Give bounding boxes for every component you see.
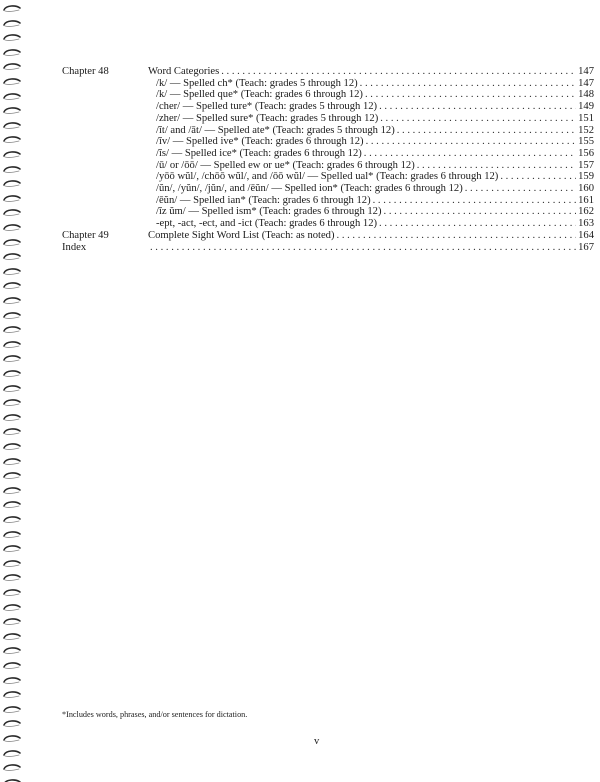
toc-entry-page: 159 — [578, 171, 594, 183]
spiral-coil — [2, 311, 22, 320]
spiral-coil — [2, 194, 22, 203]
spiral-coil — [2, 238, 22, 247]
toc-entry-title: -ept, -act, -ect, and -ict (Teach: grades 6 through 12) — [156, 218, 378, 230]
chapter-label: Index — [62, 241, 87, 253]
toc-entry-title: /ēŭn/ — Spelled ian* (Teach: grades 6 through 12) — [156, 194, 371, 206]
toc-entry-title: Complete Sight Word List (Teach: as noted) — [148, 229, 335, 241]
toc-entry-title: /ĭt/ and /āt/ — Spelled ate* (Teach: grades 5 through 12) — [156, 124, 395, 136]
toc-entry — [148, 125, 594, 137]
toc-entry-page: 160 — [578, 183, 594, 195]
spiral-coil — [2, 573, 22, 582]
spiral-coil — [2, 135, 22, 144]
spiral-coil — [2, 719, 22, 728]
spiral-coil — [2, 778, 22, 782]
spiral-coil — [2, 661, 22, 670]
table-of-contents — [62, 66, 594, 253]
toc-entry-title: /ŭn/, /yŭn/, /jŭn/, and /ēŭn/ — Spelled ion* (Teach: grades 6 through 12) — [156, 183, 463, 195]
spiral-coil — [2, 121, 22, 130]
toc-entry-title: /yōō wŭl/, /chōō wŭl/, and /ōō wŭl/ — Spelled ual* (Teach: grades 6 through 12) — [156, 171, 499, 183]
spiral-coil — [2, 690, 22, 699]
toc-entry — [148, 136, 594, 148]
spiral-coil — [2, 457, 22, 466]
spiral-coil — [2, 486, 22, 495]
page-number: v — [314, 736, 320, 747]
dot-leader — [364, 148, 576, 160]
toc-entry — [148, 230, 594, 242]
spiral-coil — [2, 705, 22, 714]
dot-leader — [221, 66, 576, 78]
toc-entry-page: 147 — [578, 66, 594, 77]
spiral-coil — [2, 398, 22, 407]
toc-entry-page: 163 — [578, 218, 594, 230]
spiral-coil — [2, 33, 22, 42]
spiral-coil — [2, 617, 22, 626]
spiral-coil — [2, 530, 22, 539]
spiral-coil — [2, 296, 22, 305]
spiral-coil — [2, 632, 22, 641]
toc-entry-title: /ĭv/ — Spelled ive* (Teach: grades 6 through 12) — [156, 136, 364, 148]
toc-entry-page: 167 — [578, 241, 594, 253]
dot-leader — [465, 183, 576, 195]
chapter-entries — [148, 66, 594, 230]
toc-entry-title: /k/ — Spelled ch* (Teach: grades 5 through 12) — [156, 77, 358, 89]
toc-entry — [148, 160, 594, 172]
toc-entry — [148, 183, 594, 195]
toc-entry-page: 147 — [578, 77, 594, 89]
spiral-coil — [2, 48, 22, 57]
spiral-coil — [2, 515, 22, 524]
spiral-coil — [2, 106, 22, 115]
toc-entry-page: 152 — [578, 124, 594, 136]
spiral-coil — [2, 588, 22, 597]
toc-entry — [148, 148, 594, 160]
toc-entry-title: /k/ — Spelled que* (Teach: grades 6 through 12) — [156, 89, 363, 101]
spiral-coil — [2, 384, 22, 393]
toc-entry-page: 156 — [578, 147, 594, 159]
spiral-coil — [2, 544, 22, 553]
dot-leader — [384, 206, 577, 218]
spiral-coil — [2, 413, 22, 422]
spiral-coil — [2, 471, 22, 480]
toc-entry-page: 157 — [578, 159, 594, 171]
spiral-coil — [2, 646, 22, 655]
dot-leader — [417, 160, 576, 172]
spiral-coil — [2, 208, 22, 217]
chapter-label: Chapter 49 — [62, 229, 109, 241]
spiral-coil — [2, 62, 22, 71]
spiral-coil — [2, 749, 22, 758]
spiral-coil — [2, 223, 22, 232]
chapter-label: Chapter 48 — [62, 66, 109, 77]
footnote: *Includes words, phrases, and/or sentences for dictation. — [62, 710, 248, 719]
toc-entry-page: 161 — [578, 194, 594, 206]
toc-entry-title: Word Categories — [148, 66, 220, 77]
spiral-coil — [2, 252, 22, 261]
spiral-coil — [2, 340, 22, 349]
spiral-coil — [2, 442, 22, 451]
dot-leader — [150, 242, 576, 254]
dot-leader — [360, 78, 576, 90]
spiral-coil — [2, 427, 22, 436]
spiral-coil — [2, 267, 22, 276]
spiral-coil — [2, 4, 22, 13]
toc-entry-page: 162 — [578, 206, 594, 218]
dot-leader — [500, 171, 576, 183]
toc-entry-page: 148 — [578, 89, 594, 101]
spiral-coil — [2, 19, 22, 28]
toc-entry — [148, 66, 594, 78]
spiral-coil — [2, 281, 22, 290]
toc-entry — [148, 206, 594, 218]
chapter-block — [62, 230, 594, 242]
spiral-coil — [2, 734, 22, 743]
spiral-coil — [2, 92, 22, 101]
toc-entry-title: /cher/ — Spelled ture* (Teach: grades 5 through 12) — [156, 101, 378, 113]
spiral-coil — [2, 369, 22, 378]
dot-leader — [365, 89, 576, 101]
spiral-coil — [2, 559, 22, 568]
spiral-coil — [2, 500, 22, 509]
toc-entry — [148, 242, 594, 254]
toc-entry — [148, 171, 594, 183]
dot-leader — [380, 113, 576, 125]
dot-leader — [379, 101, 576, 113]
spiral-coil — [2, 165, 22, 174]
toc-entry — [148, 78, 594, 90]
dot-leader — [397, 125, 576, 137]
spiral-coil — [2, 603, 22, 612]
spiral-coil — [2, 354, 22, 363]
chapter-entries — [148, 230, 594, 242]
toc-entry-title: /ĭs/ — Spelled ice* (Teach: grades 6 through 12) — [156, 147, 362, 159]
toc-entry — [148, 218, 594, 230]
spiral-coil — [2, 150, 22, 159]
dot-leader — [337, 230, 577, 242]
toc-entry-page: 155 — [578, 136, 594, 148]
chapter-block — [62, 66, 594, 230]
toc-entry-title: /zher/ — Spelled sure* (Teach: grades 5 through 12) — [156, 112, 379, 124]
toc-entry-title: /ĭz ŭm/ — Spelled ism* (Teach: grades 6 through 12) — [156, 206, 382, 218]
chapter-entries — [148, 242, 594, 254]
spiral-binding — [0, 0, 26, 782]
spiral-coil — [2, 325, 22, 334]
spiral-coil — [2, 676, 22, 685]
spiral-coil — [2, 77, 22, 86]
toc-entry-page: 149 — [578, 101, 594, 113]
dot-leader — [373, 195, 577, 207]
dot-leader — [366, 136, 577, 148]
dot-leader — [379, 218, 576, 230]
spiral-coil — [2, 179, 22, 188]
toc-entry-title: /ū/ or /ōō/ — Spelled ew or ue* (Teach: grades 6 through 12) — [156, 159, 415, 171]
toc-entry — [148, 101, 594, 113]
chapter-block — [62, 242, 594, 254]
toc-entry-page: 164 — [578, 229, 594, 241]
spiral-coil — [2, 763, 22, 772]
toc-entry — [148, 195, 594, 207]
toc-entry-page: 151 — [578, 112, 594, 124]
toc-page — [26, 0, 600, 782]
toc-entry — [148, 113, 594, 125]
toc-entry — [148, 89, 594, 101]
